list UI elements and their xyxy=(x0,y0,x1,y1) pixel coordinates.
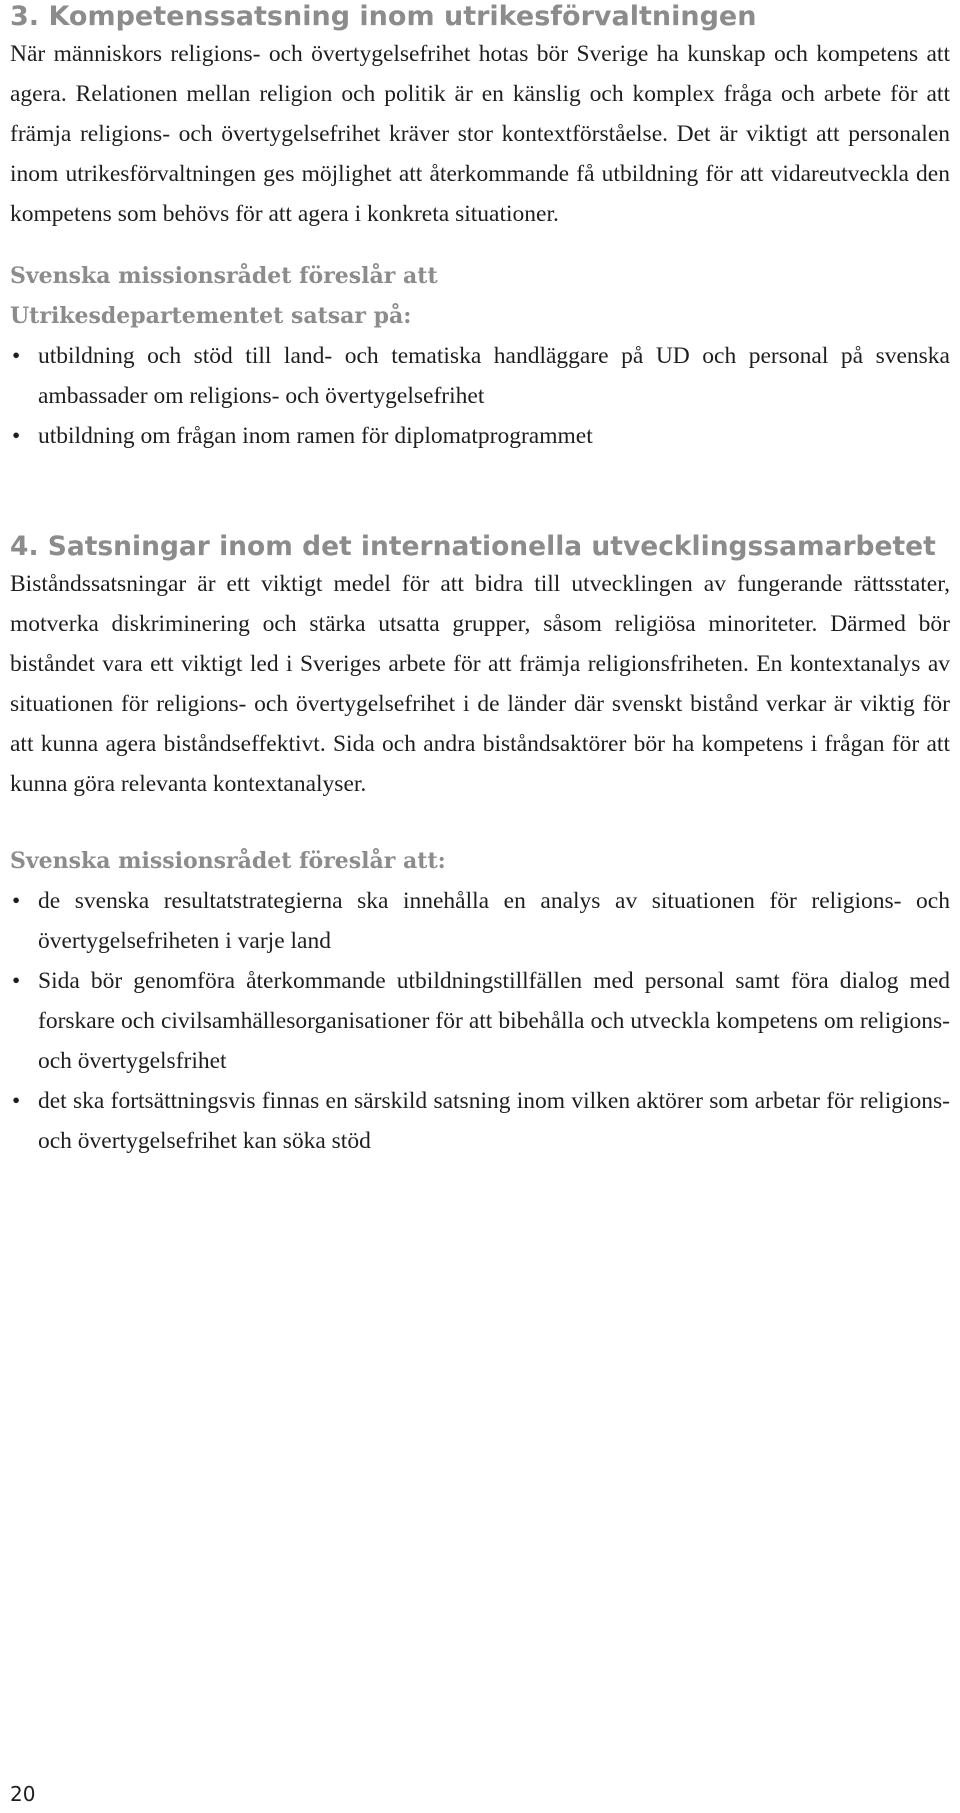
list-item-text: Sida bör genomföra återkommande utbildningstillfällen med personal samt föra dialog med forskare och civilsamhällesorganisationer för att bibehålla och utveckla kompetens om religions- och övertygelsfrihet xyxy=(38,968,950,1074)
bullet-icon: • xyxy=(12,423,21,449)
section-4 xyxy=(10,530,950,1161)
page-number: 20 xyxy=(10,1782,36,1806)
section-4-proposal: Svenska missionsrådet föreslår att: xyxy=(10,848,446,874)
list-item xyxy=(10,336,950,416)
section-3-heading: 3. Kompetenssatsning inom utrikesförvaltningen xyxy=(10,1,757,32)
list-item xyxy=(10,1081,950,1161)
section-3-proposal-line-2: Utrikesdepartementet satsar på: xyxy=(10,303,412,329)
list-item-text: det ska fortsättningsvis finnas en särskild satsning inom vilken aktörer som arbetar för religions- och övertygelsefrihet kan söka stöd xyxy=(38,1088,950,1154)
list-item xyxy=(10,961,950,1081)
bullet-icon: • xyxy=(12,1088,21,1114)
document-page xyxy=(10,0,950,1161)
section-3-bullet-list xyxy=(10,336,950,456)
section-4-heading: 4. Satsningar inom det internationella utvecklingssamarbetet xyxy=(10,531,936,562)
bullet-icon: • xyxy=(12,888,21,914)
section-3-proposal xyxy=(10,256,950,336)
section-3 xyxy=(10,0,950,456)
list-item-text: de svenska resultatstrategierna ska innehålla en analys av situationen för religions- och övertygelsefriheten i varje land xyxy=(38,888,950,954)
section-3-proposal-line-1: Svenska missionsrådet föreslår att xyxy=(10,263,438,289)
list-item xyxy=(10,881,950,961)
list-item-text: utbildning om frågan inom ramen för diplomatprogrammet xyxy=(38,423,593,449)
section-4-paragraph: Biståndssatsningar är ett viktigt medel för att bidra till utvecklingen av fungerande rättsstater, motverka diskriminering och stärka utsatta grupper, såsom religiösa minoriteter. Därmed bör biståndet vara ett viktigt led i Sveriges arbete för att främja religionsfriheten. En kontextanalys av situationen för religions- och övertygelsefrihet i de länder där svenskt bistånd verkar är viktig för att kunna agera biståndseffektivt. Sida och andra biståndsaktörer bör ha kompetens i frågan för att kunna göra relevanta kontextanalyser. xyxy=(10,571,950,797)
bullet-icon: • xyxy=(12,968,21,994)
section-3-paragraph: När människors religions- och övertygelsefrihet hotas bör Sverige ha kunskap och kompetens att agera. Relationen mellan religion och politik är en känslig och komplex fråga och arbete för att främja religions- och övertygelsefrihet kräver stor kontextförståelse. Det är viktigt att personalen inom utrikesförvaltningen ges möjlighet att återkommande få utbildning för att vidareutveckla den kompetens som behövs för att agera i konkreta situationer. xyxy=(10,41,950,227)
section-4-bullet-list xyxy=(10,881,950,1161)
bullet-icon: • xyxy=(12,343,21,369)
list-item xyxy=(10,416,950,456)
list-item-text: utbildning och stöd till land- och tematiska handläggare på UD och personal på svenska ambassader om religions- och övertygelsefrihet xyxy=(38,343,950,409)
